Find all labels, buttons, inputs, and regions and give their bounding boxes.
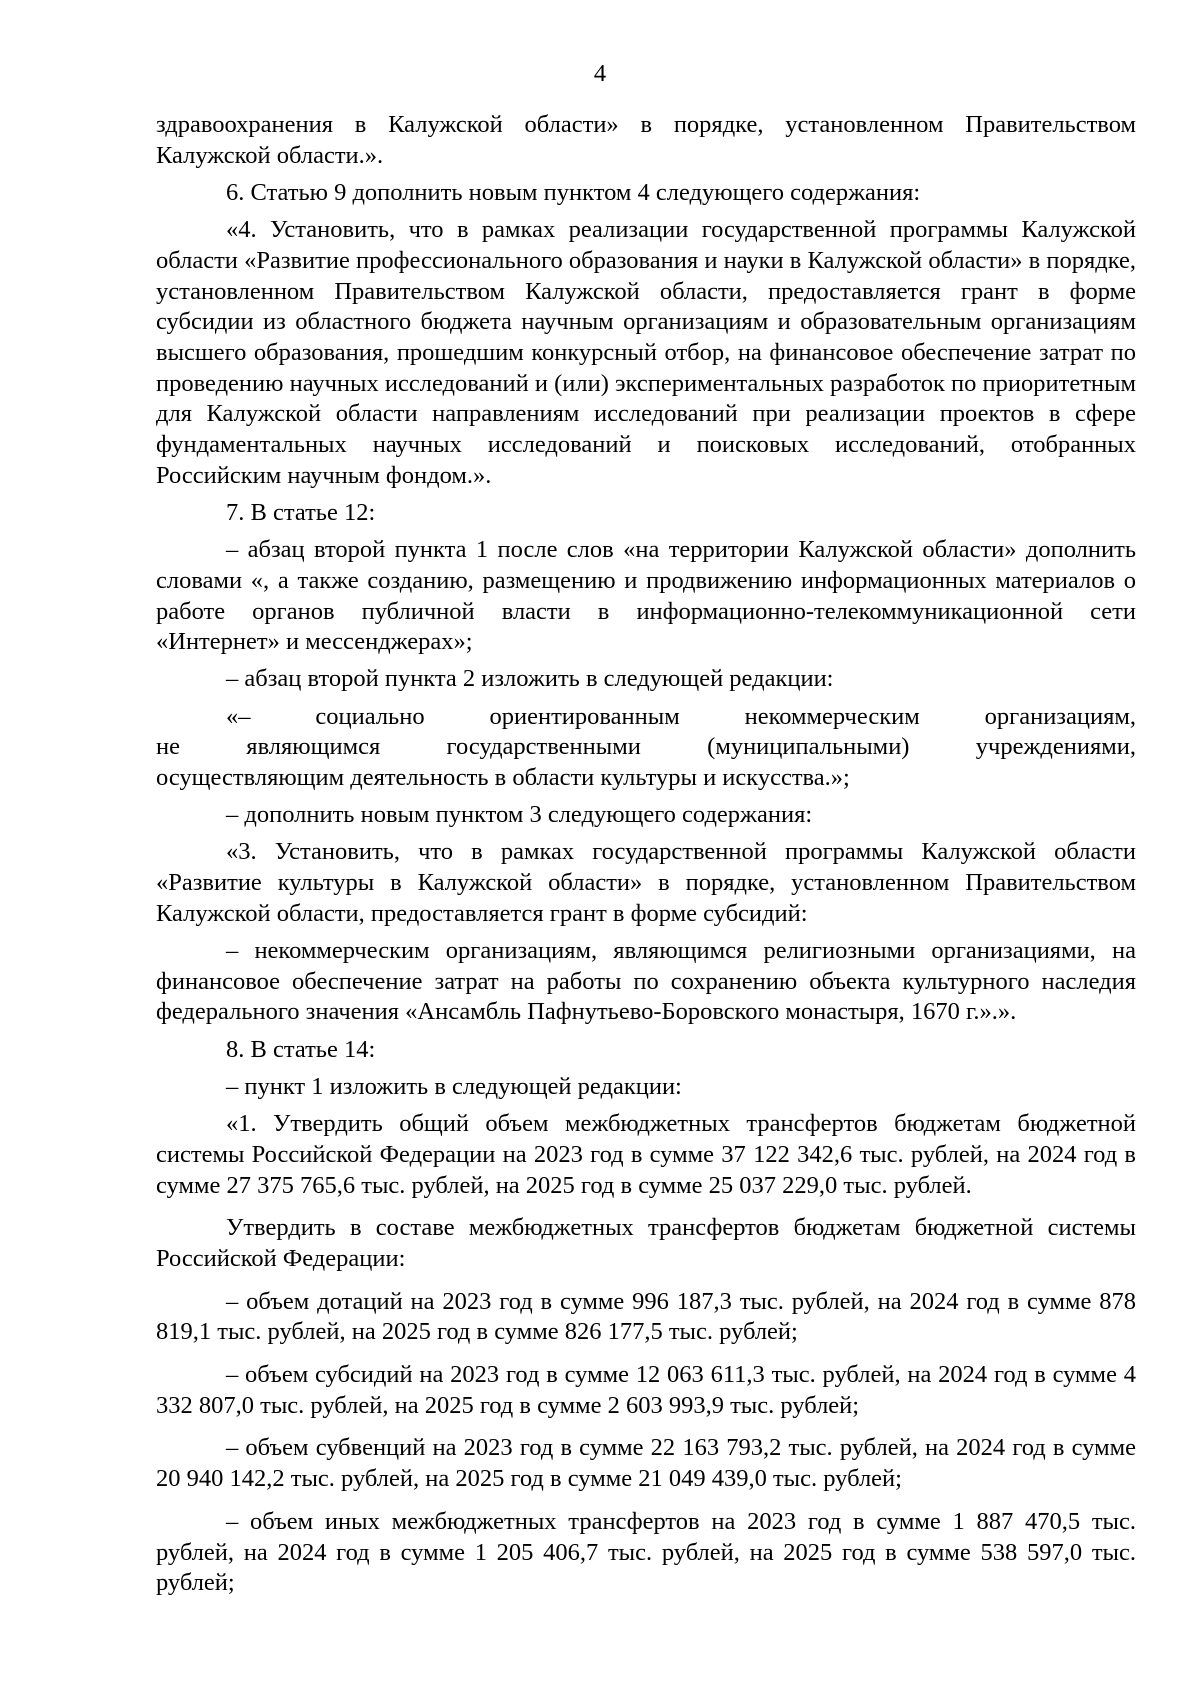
paragraph-article-12-point-2: – абзац второй пункта 2 изложить в следующей редакции: [226,665,834,693]
word: социально [315,702,425,730]
paragraph-item-8: 8. В статье 14: [226,1035,376,1063]
paragraph-article-9-point-4: «4. Установить, что в рамках реализации государственной программы Калужской области «Развитие профессионального образования и науки в Калужской области» в порядке, установленном Правительством Калужской области, предоставляется грант в форме субсидии из областного бюджета научным организациям и образовательным организациям высшего образования, прошедшим конкурсный отбор, на финансовое обеспечение затрат по проведению научных исследований и (или) экспериментальных разработок по приоритетным для Калужской области направлениям исследований при реализации проектов в сфере фундаментальных научных исследований и поисковых исследований, отобранных Российским научным фондом.». [156,216,1136,489]
paragraph-subventions: – объем субвенций на 2023 год в сумме 22 163 793,2 тыс. рублей, на 2024 год в сумме 20 940 142,2 тыс. рублей, на 2025 год в сумме 21 049 439,0 тыс. рублей; [156,1434,1136,1493]
word: организациям, [984,702,1136,730]
paragraph-article-12-point-3: – дополнить новым пунктом 3 следующего содержания: [226,801,813,829]
paragraph-transfers-composition: Утвердить в составе межбюджетных трансфертов бюджетам бюджетной системы Российской Федерации: [156,1214,1136,1272]
paragraph-item-6: 6. Статью 9 дополнить новым пунктом 4 следующего содержания: [226,178,921,206]
word: некоммерческим [744,702,920,730]
paragraph-item-7: 7. В статье 12: [226,498,376,526]
paragraph-article-12-point-1: – абзац второй пункта 1 после слов «на территории Калужской области» дополнить словами «, а также созданию, размещению и продвижению информационных материалов о работе органов публичной власти в информационно-телекоммуникационной сети «Интернет» и мессенджерах»; [156,536,1136,656]
paragraph-continuation: здравоохранения в Калужской области» в порядке, установленном Правительством Калужской области.». [156,111,1136,169]
word: являющимся [246,733,381,761]
document-body [156,110,1136,1599]
word: (муниципальными) [707,733,910,761]
paragraph-subsidies-dotations: – объем дотаций на 2023 год в сумме 996 187,3 тыс. рублей, на 2024 год в сумме 878 819,1 тыс. рублей, на 2025 год в сумме 826 177,5 тыс. рублей; [156,1287,1136,1346]
paragraph-religious-organizations: – некоммерческим организациям, являющимся религиозными организациями, на финансовое обеспечение затрат на работы по сохранению объекта культурного наследия федерального значения «Ансамбль Пафнутьево-Боровского монастыря, 1670 г.».». [156,937,1136,1026]
paragraph-social-organizations [156,702,1136,794]
word: ориентированным [489,702,680,730]
page-number: 4 [593,60,607,87]
paragraph-article-14-point-1: – пункт 1 изложить в следующей редакции: [226,1072,682,1100]
paragraph-subsidies: – объем субсидий на 2023 год в сумме 12 063 611,3 тыс. рублей, на 2024 год в сумме 4 332 807,0 тыс. рублей, на 2025 год в сумме 2 603 993,9 тыс. рублей; [156,1361,1136,1419]
paragraph-culture-program: «3. Установить, что в рамках государственной программы Калужской области «Развитие культуры в Калужской области» в порядке, установленном Правительством Калужской области, предоставляется грант в форме субсидий: [156,838,1136,927]
paragraph-other-transfers: – объем иных межбюджетных трансфертов на 2023 год в сумме 1 887 470,5 тыс. рублей, на 2024 год в сумме 1 205 406,7 тыс. рублей, на 2025 год в сумме 538 597,0 тыс. рублей; [156,1507,1136,1597]
word: не [156,733,180,761]
word: «– [226,702,251,730]
word: государственными [446,733,641,761]
justified-line-2 [156,732,1136,763]
paragraph-total-transfers: «1. Утвердить общий объем межбюджетных трансфертов бюджетам бюджетной системы Российской Федерации на 2023 год в сумме 37 122 342,6 тыс. рублей, на 2024 год в сумме 27 375 765,6 тыс. рублей, на 2025 год в сумме 25 037 229,0 тыс. рублей. [156,1110,1136,1199]
paragraph-line-3: осуществляющим деятельность в области культуры и искусства.»; [156,764,850,792]
word: учреждениями, [975,733,1136,761]
justified-line-1 [156,702,1136,733]
